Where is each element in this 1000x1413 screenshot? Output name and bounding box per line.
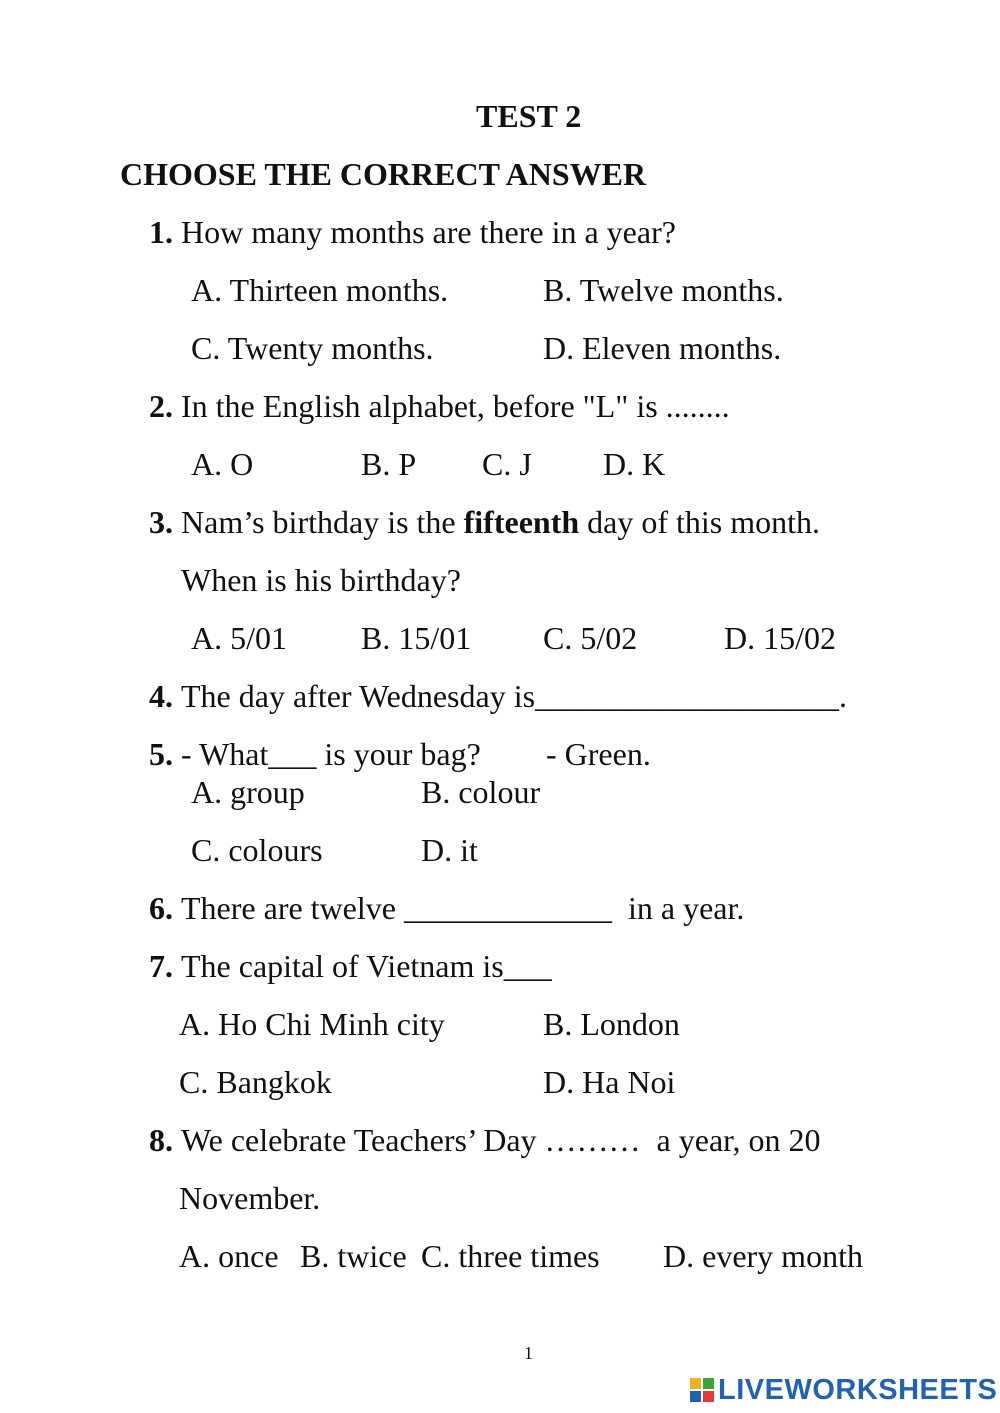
option-a: A. Ho Chi Minh city xyxy=(179,1006,445,1042)
question-number: 2. xyxy=(149,388,173,424)
option-c: C. J xyxy=(482,446,532,482)
option-c: C. three times xyxy=(421,1238,600,1274)
option-b: B. London xyxy=(543,1006,680,1042)
option-c: C. Twenty months. xyxy=(191,330,434,366)
option-d: D. K xyxy=(603,446,666,482)
option-b: B. 15/01 xyxy=(361,620,472,656)
emphasis-word: fifteenth xyxy=(463,504,580,540)
option-d: D. it xyxy=(421,832,478,868)
option-d: D. every month xyxy=(663,1238,863,1274)
question-number: 8. xyxy=(149,1122,173,1158)
question-number: 6. xyxy=(149,890,173,926)
option-a: A. group xyxy=(191,774,305,810)
question-text: How many months are there in a year? xyxy=(181,214,676,250)
option-d: D. Ha Noi xyxy=(543,1064,676,1100)
page-title: TEST 2 xyxy=(476,98,582,134)
question-text-part: Nam’s birthday is the xyxy=(181,504,464,540)
answer-text: - Green. xyxy=(546,736,651,772)
section-heading: CHOOSE THE CORRECT ANSWER xyxy=(120,156,647,192)
liveworksheets-logo-icon xyxy=(690,1378,714,1402)
option-b: B. colour xyxy=(421,774,541,810)
option-a: A. Thirteen months. xyxy=(191,272,449,308)
question-text: In the English alphabet, before "L" is ........ xyxy=(181,388,730,424)
question-number: 4. xyxy=(149,678,173,714)
question-text: The day after Wednesday is___________________. xyxy=(181,678,848,714)
question-number: 5. xyxy=(149,736,173,772)
option-a: A. O xyxy=(191,446,254,482)
option-d: D. Eleven months. xyxy=(543,330,782,366)
brand-name: LIVEWORKSHEETS xyxy=(718,1373,998,1406)
question-text-part: day of this month. xyxy=(579,504,821,540)
option-c: C. 5/02 xyxy=(543,620,638,656)
question-number: 7. xyxy=(149,948,173,984)
question-text-line2: When is his birthday? xyxy=(181,562,461,598)
question-text: - What___ is your bag? xyxy=(181,736,481,772)
option-a: A. once xyxy=(179,1238,279,1274)
question-number: 3. xyxy=(149,504,173,540)
option-c: C. colours xyxy=(191,832,323,868)
option-b: B. twice xyxy=(300,1238,407,1274)
question-number: 1. xyxy=(149,214,173,250)
option-b: B. Twelve months. xyxy=(543,272,784,308)
page-number: 1 xyxy=(524,1343,533,1363)
question-text xyxy=(181,504,820,540)
option-b: B. P xyxy=(361,446,417,482)
option-a: A. 5/01 xyxy=(191,620,287,656)
liveworksheets-logo xyxy=(690,1372,997,1408)
question-text: There are twelve _____________ in a year. xyxy=(181,890,745,926)
option-c: C. Bangkok xyxy=(179,1064,332,1100)
question-text: We celebrate Teachers’ Day ……… a year, on 20 xyxy=(181,1122,821,1158)
option-d: D. 15/02 xyxy=(724,620,836,656)
question-text-line2: November. xyxy=(179,1180,321,1216)
question-text: The capital of Vietnam is___ xyxy=(181,948,552,984)
